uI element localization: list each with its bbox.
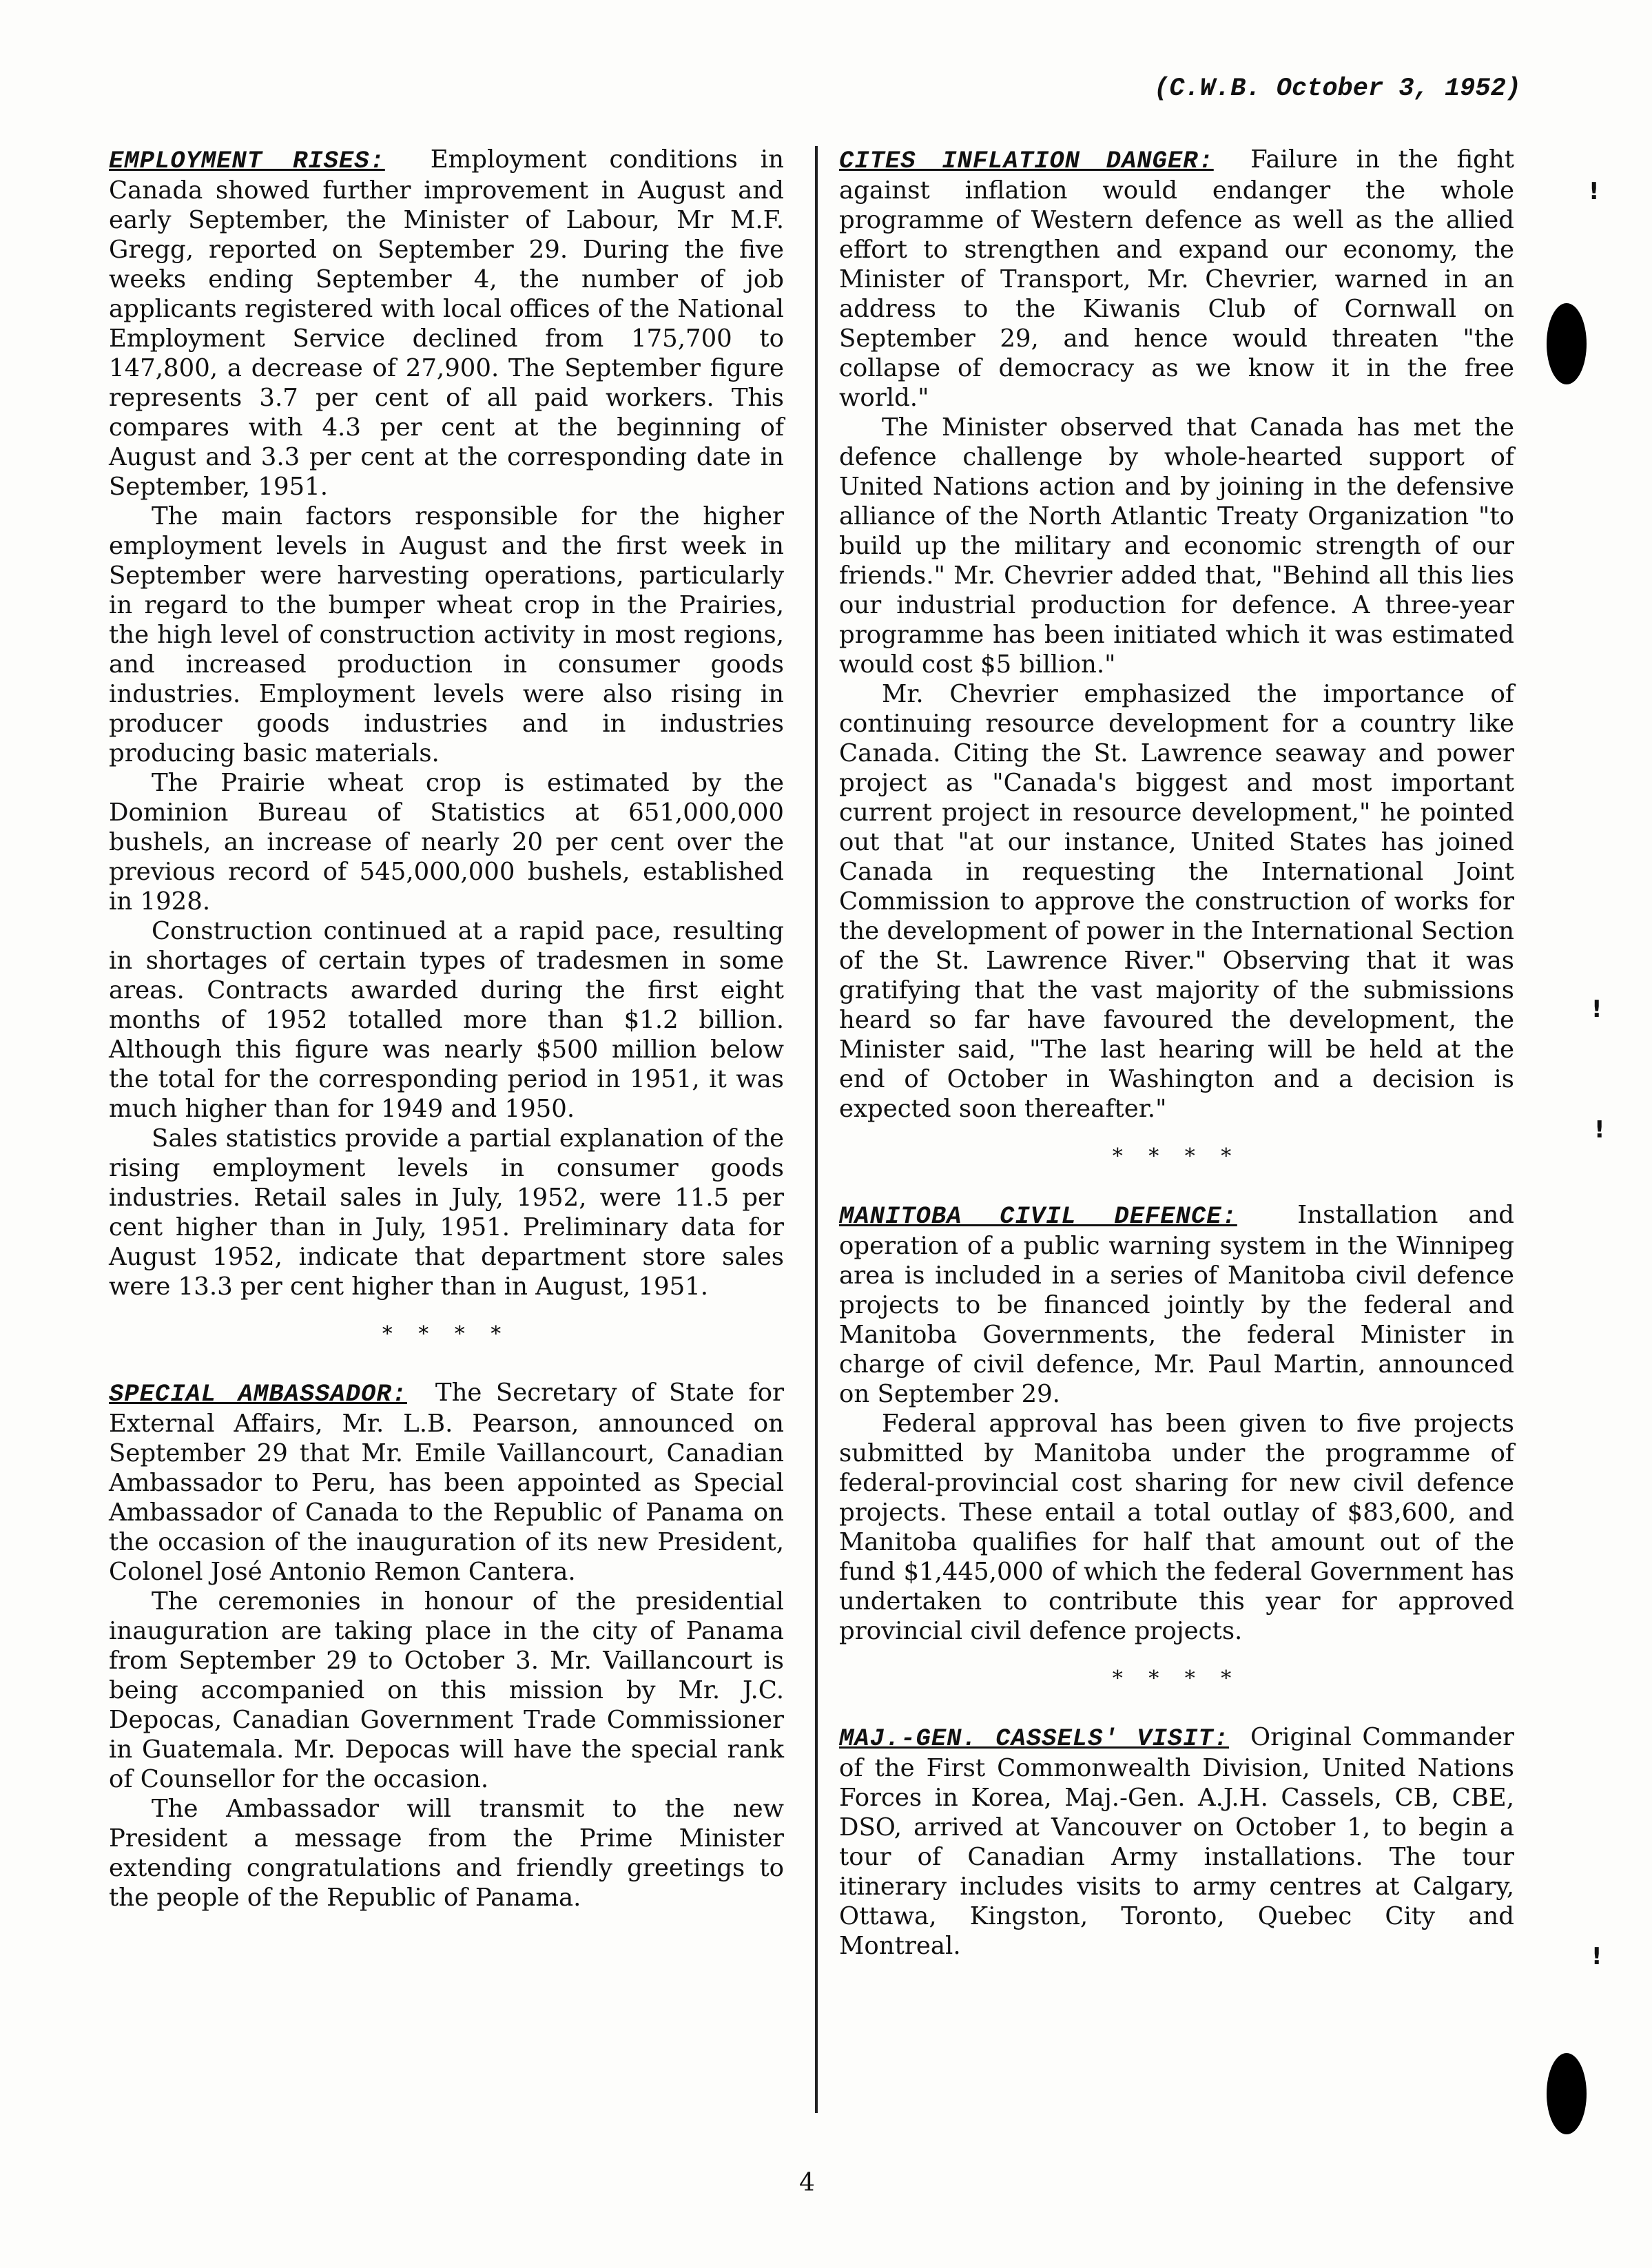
page-number: 4 xyxy=(799,2169,815,2197)
left-column xyxy=(109,145,784,1913)
article-paragraph: Sales statistics provide a partial explanation of the rising employment levels in consumer goods industries. Retail sales in July, 1952, were 11.5 per cent higher than in July, 1951. Preliminary data for August 1952, indicate that department store sales were 13.3 per cent higher than in August, 1951. xyxy=(109,1124,784,1301)
article-paragraph: The Prairie wheat crop is estimated by the Dominion Bureau of Statistics at 651,000,000 bushels, an increase of nearly 20 per cent over the previous record of 545,000,000 bushels, established in 1928. xyxy=(109,769,784,916)
article-paragraph: The main factors responsible for the higher employment levels in August and the first week in September were harvesting operations, particularly in regard to the bumper wheat crop in the Prairies, the high level of construction activity in most regions, and increased production in consumer goods industries. Employment levels were also rising in producer goods industries and in industries producing basic materials. xyxy=(109,502,784,767)
binder-hole-mark xyxy=(1547,2053,1587,2134)
article-paragraph: The Minister observed that Canada has met the defence challenge by whole-hearted support of United Nations action and by joining in the defensive alliance of the North Atlantic Treaty Organization "to build up the military and economic strength of our friends." Mr. Chevrier added that, "Behind all this lies our industrial production for defence. A three-year programme has been initiated which it was estimated would cost $5 billion." xyxy=(839,413,1514,679)
article-special-ambassador xyxy=(109,1378,784,1913)
article-heading: CITES INFLATION DANGER: xyxy=(839,147,1214,175)
section-separator: * * * * xyxy=(1112,1144,1241,1168)
article-paragraph: The ceremonies in honour of the presidential inauguration are taking place in the city of Panama from September 29 to October 3. Mr. Vaillancourt is being accompanied on this mission by Mr. J.C. Depocas, Canadian Government Trade Commissioner in Guatemala. Mr. Depocas will have the special rank of Counsellor for the occasion. xyxy=(109,1587,784,1793)
article-paragraph: The Ambassador will transmit to the new President a message from the Prime Minister extending congratulations and friendly greetings to the people of the Republic of Panama. xyxy=(109,1795,784,1912)
article-heading: MAJ.-GEN. CASSELS' VISIT: xyxy=(839,1724,1230,1753)
right-column xyxy=(839,145,1514,1961)
article-heading: EMPLOYMENT RISES: xyxy=(109,147,385,175)
section-separator: * * * * xyxy=(1112,1667,1241,1691)
article-heading: MANITOBA CIVIL DEFENCE: xyxy=(839,1202,1237,1230)
article-cites-inflation-danger xyxy=(839,145,1514,1124)
scan-speck: ! xyxy=(1591,996,1602,1023)
scan-speck: ! xyxy=(1591,1943,1602,1970)
article-paragraph: Mr. Chevrier emphasized the importance of continuing resource development for a country like Canada. Citing the St. Lawrence seaway and power project as "Canada's biggest and most important current project in resource development," he pointed out that "at our instance, United States has joined Canada in requesting the International Joint Commission to approve the construction of works for the development of power in the International Section of the St. Lawrence River." Observing that it was gratifying that the vast majority of the submissions heard so far have favoured the development, the Minister said, "The last hearing will be held at the end of October in Washington and a decision is expected soon thereafter." xyxy=(839,680,1514,1123)
article-manitoba-civil-defence xyxy=(839,1200,1514,1646)
binder-hole-mark xyxy=(1547,303,1587,384)
column-divider xyxy=(815,146,818,2113)
article-paragraph: Original Commander of the First Commonwealth Division, United Nations Forces in Korea, Maj.-Gen. A.J.H. Cassels, CB, CBE, DSO, arrived at Vancouver on October 1, to begin a tour of Canadian Army installations. The tour itinerary includes visits to army centres at Calgary, Ottawa, Kingston, Toronto, Quebec City and Montreal. xyxy=(839,1723,1514,1960)
article-paragraph: Federal approval has been given to five projects submitted by Manitoba under the programme of federal-provincial cost sharing for new civil defence projects. These entail a total outlay of $83,600, and Manitoba qualifies for half that amount out of the fund $1,445,000 of which the federal Government has undertaken to contribute this year for approved provincial civil defence projects. xyxy=(839,1410,1514,1645)
article-paragraph: Construction continued at a rapid pace, resulting in shortages of certain types of tradesmen in some areas. Contracts awarded during the first eight months of 1952 totalled more than $1.2 billion. Although this figure was nearly $500 million below the total for the corresponding period in 1951, it was much higher than for 1949 and 1950. xyxy=(109,917,784,1123)
article-paragraph: The Secretary of State for External Affairs, Mr. L.B. Pearson, announced on September 29 that Mr. Emile Vaillancourt, Canadian Ambassador to Peru, has been appointed as Special Ambassador of Canada to the Republic of Panama on the occasion of the inauguration of its new President, Colonel José Antonio Remon Cantera. xyxy=(109,1379,784,1586)
scan-speck: ! xyxy=(1589,178,1600,205)
article-paragraph: Failure in the fight against inflation would endanger the whole programme of Western defence as well as the allied effort to strengthen and expand our economy, the Minister of Transport, Mr. Chevrier, warned in an address to the Kiwanis Club of Cornwall on September 29, and hence would threaten "the collapse of democracy as we know it in the free world." xyxy=(839,145,1514,412)
article-heading: SPECIAL AMBASSADOR: xyxy=(109,1380,407,1408)
article-cassels-visit xyxy=(839,1722,1514,1961)
article-employment-rises xyxy=(109,145,784,1301)
dateline: (C.W.B. October 3, 1952) xyxy=(1154,74,1521,103)
article-paragraph: Employment conditions in Canada showed further improvement in August and early September, the Minister of Labour, Mr M.F. Gregg, reported on September 29. During the five weeks ending September 4, the number of job applicants registered with local offices of the National Employment Service declined from 175,700 to 147,800, a decrease of 27,900. The September figure represents 3.7 per cent of all paid workers. This compares with 4.3 per cent at the beginning of August and 3.3 per cent at the corresponding date in September, 1951. xyxy=(109,145,784,501)
section-separator: * * * * xyxy=(382,1322,511,1346)
article-paragraph: Installation and operation of a public warning system in the Winnipeg area is included in a series of Manitoba civil defence projects to be financed jointly by the federal and Manitoba Governments, the federal Minister in charge of civil defence, Mr. Paul Martin, announced on September 29. xyxy=(839,1201,1514,1408)
scan-speck: ! xyxy=(1594,1116,1605,1144)
